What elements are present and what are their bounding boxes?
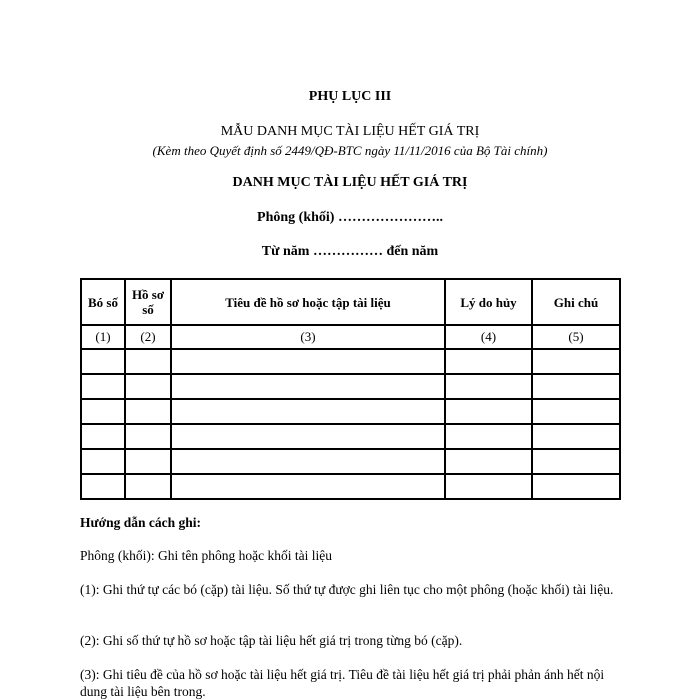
- table-cell: [532, 374, 620, 399]
- table-cell: [125, 349, 171, 374]
- table-cell: [125, 424, 171, 449]
- header-destroy-reason: Lý do hủy: [445, 279, 532, 325]
- table-cell: [532, 349, 620, 374]
- appendix-heading: PHỤ LỤC III: [308, 89, 392, 104]
- table-row: [81, 424, 620, 449]
- header-file-title: Tiêu đề hồ sơ hoặc tập tài liệu: [171, 279, 445, 325]
- table-row: [81, 349, 620, 374]
- table-cell: [171, 349, 445, 374]
- guide-item-fonds: Phông (khối): Ghi tên phông hoặc khối tài liệu: [80, 548, 332, 563]
- decision-note: (Kèm theo Quyết định số 2449/QĐ-BTC ngày 11/11/2016 của Bộ Tài chính): [152, 143, 548, 158]
- table-cell: [532, 474, 620, 499]
- list-title: DANH MỤC TÀI LIỆU HẾT GIÁ TRỊ: [232, 175, 468, 190]
- table-header-row: [81, 279, 620, 325]
- table-cell: [171, 399, 445, 424]
- guide-item-1: (1): Ghi thứ tự các bó (cặp) tài liệu. Số thứ tự được ghi liên tục cho một phông (hoặc khối) tài liệu.: [80, 582, 614, 597]
- table-row: [81, 399, 620, 424]
- table-row: [81, 374, 620, 399]
- table-cell: [171, 424, 445, 449]
- table-cell: [81, 424, 125, 449]
- column-number-row: [81, 325, 620, 349]
- header-file-number: Hồ sơ số: [125, 279, 171, 325]
- column-number: (2): [125, 325, 171, 349]
- column-number: (1): [81, 325, 125, 349]
- table-cell: [445, 474, 532, 499]
- guide-item-3: (3): Ghi tiêu đề của hồ sơ hoặc tài liệu hết giá trị. Tiêu đề tài liệu hết giá trị phải phản ánh hết nội dung tài liệu bên trong.: [80, 667, 605, 699]
- table-cell: [81, 399, 125, 424]
- column-number: (4): [445, 325, 532, 349]
- table-cell: [125, 374, 171, 399]
- table-cell: [445, 399, 532, 424]
- document-list-table: [80, 278, 621, 500]
- table-row: [81, 449, 620, 474]
- table-cell: [81, 374, 125, 399]
- table-cell: [171, 374, 445, 399]
- table-cell: [125, 474, 171, 499]
- table-cell: [171, 474, 445, 499]
- column-number: (3): [171, 325, 445, 349]
- table-cell: [445, 424, 532, 449]
- table-cell: [532, 399, 620, 424]
- year-range-line: Từ năm …………… đến năm: [261, 244, 439, 259]
- table-cell: [532, 424, 620, 449]
- form-title: MẪU DANH MỤC TÀI LIỆU HẾT GIÁ TRỊ: [220, 124, 480, 139]
- table-cell: [81, 349, 125, 374]
- table-cell: [125, 449, 171, 474]
- table-cell: [81, 474, 125, 499]
- table-cell: [445, 374, 532, 399]
- header-bundle-number: Bó số: [81, 279, 125, 325]
- column-number: (5): [532, 325, 620, 349]
- table-cell: [445, 349, 532, 374]
- guide-item-2: (2): Ghi số thứ tự hồ sơ hoặc tập tài liệu hết giá trị trong từng bó (cặp).: [80, 633, 463, 648]
- table-cell: [81, 449, 125, 474]
- table-cell: [532, 449, 620, 474]
- guide-title: Hướng dẫn cách ghi:: [80, 515, 201, 530]
- table-row: [81, 474, 620, 499]
- table-cell: [125, 399, 171, 424]
- fonds-line: Phông (khối) …………………..: [257, 210, 443, 225]
- header-note: Ghi chú: [532, 279, 620, 325]
- table-cell: [171, 449, 445, 474]
- table-cell: [445, 449, 532, 474]
